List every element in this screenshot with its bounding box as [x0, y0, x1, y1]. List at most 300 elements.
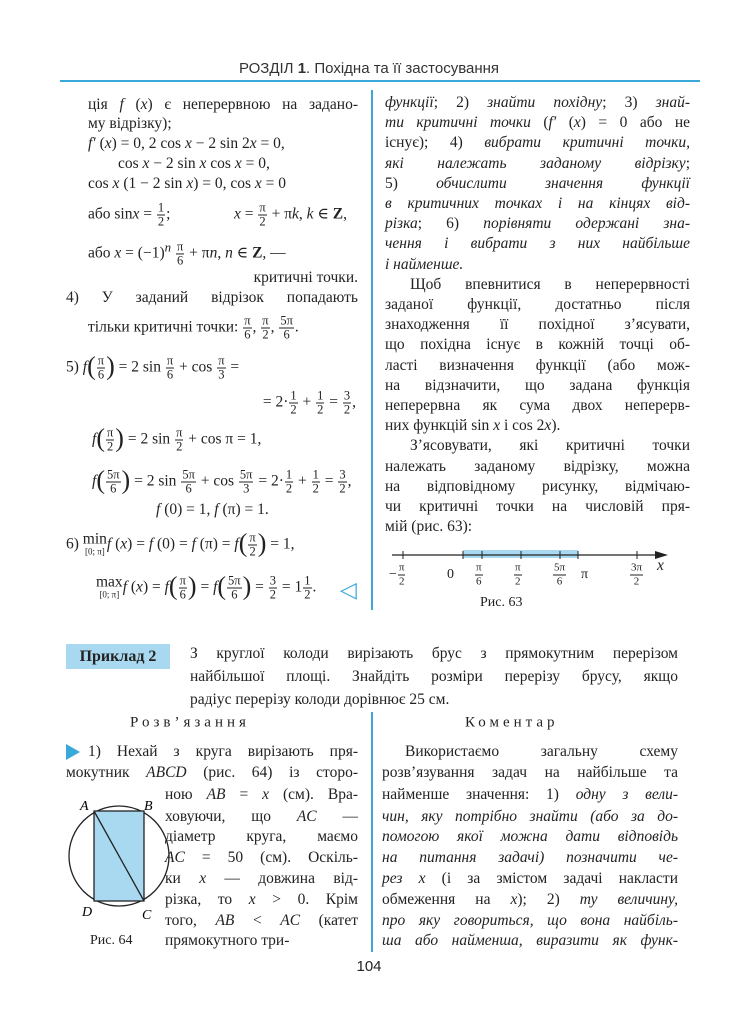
fraction [157, 202, 165, 229]
comment-line [382, 891, 678, 909]
solution-line [165, 891, 358, 909]
text-line [385, 256, 690, 274]
denominator: 2 [633, 575, 640, 588]
text-line [385, 417, 690, 435]
numerator: π [218, 353, 225, 368]
solution-line [165, 808, 358, 826]
text-run: 1) Нехай з круга вирізають пря- [88, 743, 358, 760]
fraction [106, 427, 114, 454]
text-run: + π [185, 244, 210, 262]
text-line [385, 357, 690, 375]
text-run: , [347, 472, 352, 490]
italic-run: ти критичні точки [385, 114, 531, 132]
text-run: + cos [175, 358, 217, 376]
text-run: різка, то [165, 891, 249, 908]
text-run: (π) = [195, 535, 235, 553]
italic-run: і найменше. [385, 255, 464, 273]
text-run: діаметр круга, маємо [165, 828, 358, 845]
denominator: 2 [157, 214, 165, 229]
math-line [88, 238, 286, 267]
text-run: ( [95, 135, 105, 152]
text-run: , — [262, 244, 286, 262]
text-run: = [251, 578, 268, 596]
text-run: ласті визначення функції (або мож- [385, 356, 690, 374]
denominator: 6 [185, 481, 192, 496]
text-line [385, 336, 690, 354]
solution-heading: Розв’язання [130, 714, 250, 731]
numerator: π [97, 353, 105, 368]
italic-run: f [92, 430, 97, 448]
math-line [88, 315, 299, 342]
italic-run: f′ [88, 135, 96, 152]
operator [83, 532, 107, 557]
page-number: 104 [356, 958, 382, 975]
math-line [66, 351, 240, 382]
text-run: на відповідному рисунку, відмічаю- [385, 477, 690, 495]
italic-run: x [234, 205, 241, 223]
text-run: Використаємо загальну схему [405, 743, 678, 760]
text-run: ) = 0, cos [193, 175, 255, 192]
numerator: 5π [239, 467, 253, 482]
text-run: ція [88, 96, 120, 113]
parenthesis: ( [168, 571, 178, 601]
text-run: того, [165, 912, 216, 929]
text-run: ( [530, 114, 549, 132]
numerator: π [106, 425, 114, 440]
solution-line [165, 786, 358, 804]
denominator: 3 [243, 481, 250, 496]
italic-run: одну з вели- [575, 786, 678, 803]
denominator: 2 [290, 402, 297, 417]
denominator: 2 [343, 402, 351, 417]
fraction [312, 469, 320, 496]
text-line [385, 94, 690, 112]
text-run: знаходження її похідної з’ясувати, [385, 316, 690, 334]
bold-symbol: Z [252, 244, 263, 262]
text-run: , [270, 318, 279, 336]
text-line [385, 175, 690, 193]
italic-run: обчислити значення функції [436, 174, 690, 192]
text-line [385, 134, 690, 152]
operator [96, 575, 123, 600]
text-run: заданої функції, достатньо після [385, 296, 690, 313]
fraction [176, 241, 184, 268]
italic-run: f [156, 501, 161, 518]
italic-run: порівняти одержані зна- [483, 215, 690, 233]
tick-label [581, 566, 588, 584]
text-run: розв’язування задач на найбільше та [382, 764, 678, 781]
fraction [285, 469, 293, 496]
text-line [385, 458, 690, 476]
denominator: 2 [339, 481, 346, 496]
italic-run: x [104, 135, 112, 152]
text-run: = 0 [261, 175, 287, 192]
comment-heading: Коментар [465, 714, 559, 731]
running-header [0, 60, 738, 77]
denominator: 2 [285, 481, 293, 496]
numerator: 3 [339, 467, 346, 482]
italic-run: x [262, 786, 270, 803]
italic-run: k [292, 205, 299, 223]
text-run: (1 − 2 sin [119, 175, 187, 192]
text-run: = 2 sin [114, 358, 165, 376]
fraction [181, 469, 196, 496]
numerator: 5π [554, 561, 566, 574]
denominator: 2 [176, 439, 183, 454]
italic-run: x [510, 891, 518, 908]
italic-run: AC [296, 808, 317, 825]
italic-run: f [234, 535, 239, 553]
fraction [630, 562, 643, 589]
text-run: 5) [385, 174, 437, 192]
numerator: 1 [290, 388, 297, 403]
solution-line [165, 828, 358, 846]
numerator: π [179, 573, 186, 588]
parenthesis: ( [96, 423, 105, 453]
fraction [398, 562, 406, 589]
parenthesis: ) [121, 465, 131, 495]
text-run: що похідна існує в кожній точці об- [385, 336, 690, 354]
text-run: на відзначити, що задана функція [385, 376, 690, 394]
end-of-solution-icon: ◁ [340, 577, 357, 602]
text-run: ; 6) [417, 215, 484, 233]
point-label-d: D [82, 905, 93, 920]
bold-symbol: Z [332, 205, 344, 223]
text-run: = 50 (см). Оскіль- [184, 849, 358, 866]
denominator: 6 [231, 587, 238, 602]
text-line [410, 437, 690, 455]
tick-label [474, 562, 484, 589]
numerator: 1 [304, 573, 311, 588]
numerator: π [515, 561, 521, 574]
text-run: π [581, 567, 589, 582]
numerator: π [166, 353, 174, 368]
italic-run: знайти похідну [487, 94, 603, 111]
text-run: = 2· [254, 472, 284, 490]
text-run: мій (рис. 63): [385, 518, 473, 536]
text-run: ∈ [313, 205, 333, 223]
text-run: ; 2) [433, 94, 488, 111]
text-run: + [298, 393, 316, 411]
math-line [88, 202, 170, 229]
minus-sign: − [389, 567, 397, 583]
italic-run: ша або найменша, виразити як функ- [382, 932, 678, 949]
text-run: . [294, 318, 299, 336]
problem-line: радіус перерізу колоди дорівнює 25 см. [190, 691, 450, 708]
fraction [175, 427, 183, 454]
denominator: 6 [166, 367, 174, 382]
text-line [385, 215, 690, 233]
fraction [289, 390, 297, 417]
text-run: ) = 0, 2 cos [111, 135, 185, 152]
italic-run: x [186, 175, 194, 192]
operator-subscript: [0; π] [84, 546, 105, 557]
italic-run: x [493, 417, 501, 435]
denominator: 6 [244, 327, 251, 342]
math-line [92, 423, 262, 454]
italic-run: вибрати критичні точки, [484, 134, 690, 152]
italic-run: x [248, 891, 256, 908]
denominator: 2 [398, 575, 405, 588]
comment-line [382, 870, 678, 888]
text-run: = [139, 205, 156, 223]
italic-run: x [199, 155, 207, 172]
math-line [156, 501, 269, 519]
numerator: 5π [182, 467, 195, 482]
italic-run: AC [280, 912, 301, 929]
text-run: тільки критичні точки: [88, 318, 243, 336]
italic-run: x [140, 96, 148, 113]
italic-run: x [249, 135, 257, 152]
problem-line: З круглої колоди вирізають брус з прямокутним перерізом [190, 645, 678, 662]
italic-run: про яку говориться, що вона найбіль- [382, 912, 678, 929]
italic-run: x [120, 535, 128, 553]
italic-run: f [148, 535, 154, 553]
parenthesis: ) [115, 423, 124, 453]
fraction [179, 575, 187, 602]
italic-run: x [114, 244, 122, 262]
text-run: 5) [66, 358, 83, 376]
text-run: мокутник [66, 764, 147, 781]
numerator: π [398, 561, 405, 574]
example-badge: Приклад 2 [66, 644, 170, 669]
text-run: (π) = 1. [218, 501, 269, 518]
text-run: ) є неперервною на задано- [147, 96, 359, 113]
text-line [385, 316, 690, 334]
math-line [234, 202, 347, 229]
math-line [92, 465, 352, 496]
operator-subscript: [0; π] [99, 589, 120, 600]
text-run [171, 245, 175, 262]
italic-run: f [214, 501, 219, 518]
italic-run: f [92, 472, 97, 490]
text-run: (рис. 64) із сторо- [186, 764, 358, 781]
column-divider [371, 90, 373, 610]
text-run: обмеження на [382, 891, 511, 908]
denominator: 2 [259, 214, 266, 229]
numerator: π [262, 313, 269, 328]
math-line [88, 390, 356, 417]
math-line [66, 528, 295, 559]
tick-label [389, 562, 406, 589]
fraction [303, 575, 311, 602]
denominator: 6 [176, 253, 184, 268]
denominator: 6 [179, 587, 186, 602]
text-run: ховуючи, що [165, 808, 297, 825]
italic-run: чин, яку потрібно знайти (або за до- [382, 808, 678, 825]
italic-run: ABCD [146, 764, 187, 781]
italic-run: n [209, 244, 218, 262]
text-run: < [234, 912, 281, 929]
italic-run: f [164, 578, 169, 596]
comment-line [382, 849, 678, 867]
text-run: 4) У заданий відрізок попадають [66, 289, 358, 306]
italic-run: рез x [382, 870, 426, 887]
figure-caption: Рис. 64 [90, 933, 133, 948]
axis-label: x [657, 557, 664, 574]
header-rule [60, 80, 700, 82]
fraction [239, 469, 254, 496]
fraction [514, 562, 522, 589]
text-run: ( [556, 114, 574, 132]
column-divider [371, 712, 373, 952]
text-run: прямокутного три- [165, 932, 290, 949]
text-run: належать заданому відрізку, можна [385, 457, 690, 475]
text-run: 6) [66, 535, 83, 553]
solution-line [165, 849, 358, 867]
text-run: − 2 sin [149, 155, 200, 172]
denominator: 2 [304, 587, 311, 602]
circle-rectangle-figure [62, 796, 177, 926]
text-run: ( [123, 96, 141, 113]
comment-line [382, 808, 678, 826]
fraction [279, 315, 294, 342]
text-run: (0) = 1, [160, 501, 215, 518]
fraction [258, 202, 266, 229]
solution-line [66, 764, 358, 782]
tick-label [447, 566, 454, 584]
text-run: них функцій sin [385, 417, 494, 435]
italic-run: f′ [548, 114, 557, 132]
numerator: 1 [285, 467, 293, 482]
text-line [385, 478, 690, 496]
operator-name: min [82, 530, 107, 548]
italic-run: f [82, 358, 88, 376]
text-run: . [312, 578, 317, 596]
fraction [343, 390, 351, 417]
text-run: — [316, 808, 359, 825]
text-run: , [352, 393, 356, 411]
text-run: неперервна як сума двох неперерв- [385, 397, 690, 414]
italic-run: ту величину, [579, 891, 679, 908]
text-run: + π [267, 205, 293, 223]
denominator: 2 [249, 544, 256, 559]
comment-line [382, 786, 678, 804]
solution-line [165, 870, 358, 888]
text-run: ) = 0 або не [580, 114, 690, 132]
italic-run: x [544, 417, 552, 435]
numerator: π [259, 200, 266, 215]
text-run: = 2· [262, 393, 289, 411]
text-run: ; [166, 205, 171, 223]
text-run: (0) = [153, 535, 192, 553]
point-label-a: A [80, 799, 89, 814]
denominator: 6 [556, 575, 563, 588]
text-run: = [320, 472, 338, 490]
denominator: 6 [97, 367, 105, 382]
numerator: π [176, 239, 184, 254]
text-run: найменше значення: 1) [382, 786, 576, 803]
italic-run: k [306, 205, 314, 223]
text-run: ) = [142, 578, 165, 596]
italic-run: на питання задачі) позначити че- [382, 849, 678, 866]
text-run: + cos π = 1, [184, 430, 262, 448]
fraction [248, 532, 256, 559]
text-line [385, 296, 690, 314]
denominator: 6 [476, 575, 482, 588]
fraction [106, 469, 121, 496]
text-line [385, 114, 690, 132]
tick-label [513, 562, 523, 589]
italic-run: різка [385, 215, 418, 233]
text-run: ки [165, 870, 200, 887]
italic-run: x [132, 205, 140, 223]
text-run: (катет [300, 912, 358, 929]
text-line [385, 518, 690, 536]
parenthesis: ( [238, 528, 248, 558]
text-run: − 2 sin 2 [191, 135, 250, 152]
text-run: cos [206, 155, 235, 172]
text-line [385, 235, 690, 253]
solution-line [165, 932, 358, 950]
italic-run: f [191, 535, 196, 553]
text-run: ; 3) [602, 94, 656, 111]
text-run: = 0, [241, 155, 270, 172]
numerator: 1 [317, 388, 324, 403]
text-run: , [217, 244, 226, 262]
text-line [410, 276, 690, 294]
math-line [96, 571, 317, 602]
denominator: 2 [269, 587, 277, 602]
text-run: му відрізку); [88, 115, 172, 132]
comment-line [405, 743, 678, 761]
text-run: ( [111, 535, 121, 553]
numerator: 3π [631, 561, 643, 574]
text-run: Щоб впевнитися в неперервності [410, 275, 690, 293]
denominator: 2 [515, 575, 521, 588]
text-run: cos [88, 175, 113, 192]
text-line [66, 289, 358, 307]
numerator: 3 [269, 573, 277, 588]
text-run: існує); 4) [385, 134, 485, 152]
text-line [385, 397, 690, 415]
text-line [88, 96, 358, 114]
text-line [385, 155, 690, 173]
comment-line [382, 912, 678, 930]
italic-run: x [184, 135, 192, 152]
text-run: (см). Вра- [269, 786, 358, 803]
numerator: π [176, 425, 183, 440]
text-run: ∈ [232, 244, 253, 262]
text-line [385, 498, 690, 516]
denominator: 2 [317, 402, 324, 417]
comment-line [382, 828, 678, 846]
fraction [338, 469, 346, 496]
text-run: + [294, 472, 311, 490]
text-run: (і за змістом задачі накласти [425, 870, 679, 887]
text-run: = 1, [266, 535, 295, 553]
tick-label [629, 562, 644, 589]
text-run: або sin [88, 205, 133, 223]
operator-name: max [96, 573, 123, 591]
text-run: ( [127, 578, 137, 596]
text-run: = [196, 578, 214, 596]
numerator: 5π [106, 467, 120, 482]
fraction [269, 575, 277, 602]
numerator: 5π [280, 313, 293, 328]
italic-run: чення і вибрати з них найбільше [385, 235, 690, 253]
text-run: = 2 sin [123, 430, 175, 448]
numerator: π [249, 530, 256, 545]
fraction [316, 390, 324, 417]
denominator: 2 [262, 327, 269, 342]
fraction [553, 562, 566, 589]
numerator: 3 [343, 388, 351, 403]
numerator: 1 [157, 200, 165, 215]
text-run: чи критичні точки на числовій пря- [385, 498, 690, 515]
italic-run: f [213, 578, 218, 596]
text-run: — довжина від- [206, 870, 358, 887]
